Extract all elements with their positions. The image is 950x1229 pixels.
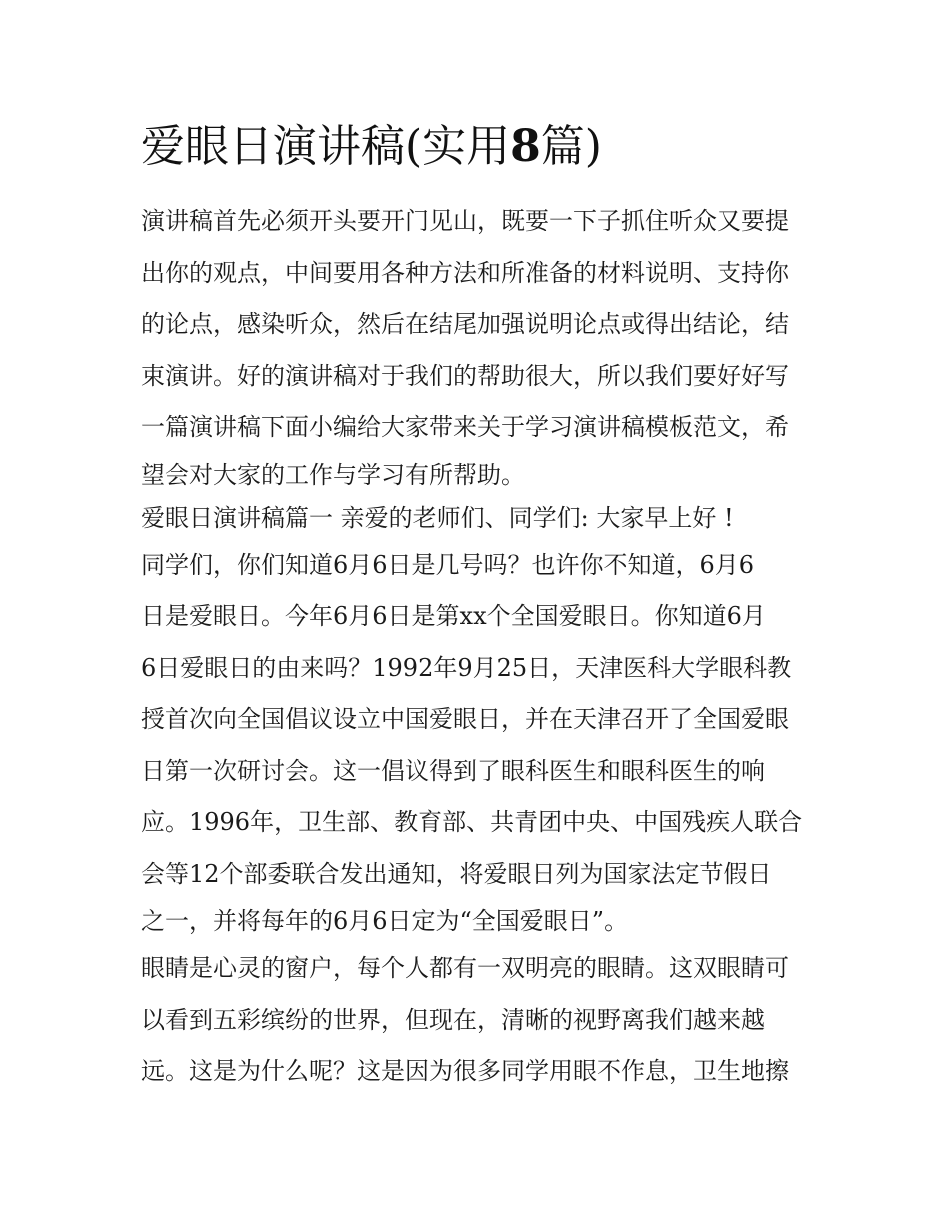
text-line: 日是爱眼日。今年6月6日是第xx个全国爱眼日。你知道6月	[141, 602, 766, 630]
text-line: 会等12个部委联合发出通知，将爱眼日列为国家法定节假日	[141, 859, 772, 888]
document-body	[141, 196, 821, 1098]
page-title	[141, 115, 841, 179]
title-number: 8	[510, 121, 541, 172]
text-line: 演讲稿首先必须开头要开门见山，既要一下子抓住听众又要提	[141, 207, 789, 235]
text-line: 之一，并将每年的6月6日定为“全国爱眼日”。	[141, 907, 629, 935]
text-line: 应。1996年，卫生部、教育部、共青团中央、中国残疾人联合	[141, 808, 803, 836]
text-line: 眼睛是心灵的窗户，每个人都有一双明亮的眼睛。这双眼睛可	[141, 954, 789, 982]
text-line: 以看到五彩缤纷的世界，但现在，清晰的视野离我们越来越	[141, 1005, 765, 1034]
title-suffix: 篇)	[540, 121, 602, 172]
text-line: 同学们，你们知道6月6日是几号吗？也许你不知道，6月6	[141, 550, 755, 579]
text-line: 出你的观点，中间要用各种方法和所准备的材料说明、支持你	[141, 258, 789, 287]
text-line: 授首次向全国倡议设立中国爱眼日，并在天津召开了全国爱眼	[141, 705, 789, 733]
text-line: 6日爱眼日的由来吗？1992年9月25日，天津医科大学眼科教	[141, 653, 792, 682]
text-line: 日第一次研讨会。这一倡议得到了眼科医生和眼科医生的响	[141, 756, 765, 785]
title-prefix: 爱眼日演讲稿(实用	[141, 121, 511, 172]
text-line: 束演讲。好的演讲稿对于我们的帮助很大，所以我们要好好写	[141, 361, 789, 390]
text-line: 爱眼日演讲稿篇一 亲爱的老师们、同学们: 大家早上好 !	[141, 503, 734, 532]
text-line: 的论点，感染听众，然后在结尾加强说明论点或得出结论，结	[141, 310, 789, 338]
text-line: 远。这是为什么呢？这是因为很多同学用眼不作息，卫生地擦	[141, 1057, 789, 1085]
text-line: 一篇演讲稿下面小编给大家带来关于学习演讲稿模板范文，希	[141, 413, 789, 441]
text-line: 望会对大家的工作与学习有所帮助。	[141, 460, 525, 489]
